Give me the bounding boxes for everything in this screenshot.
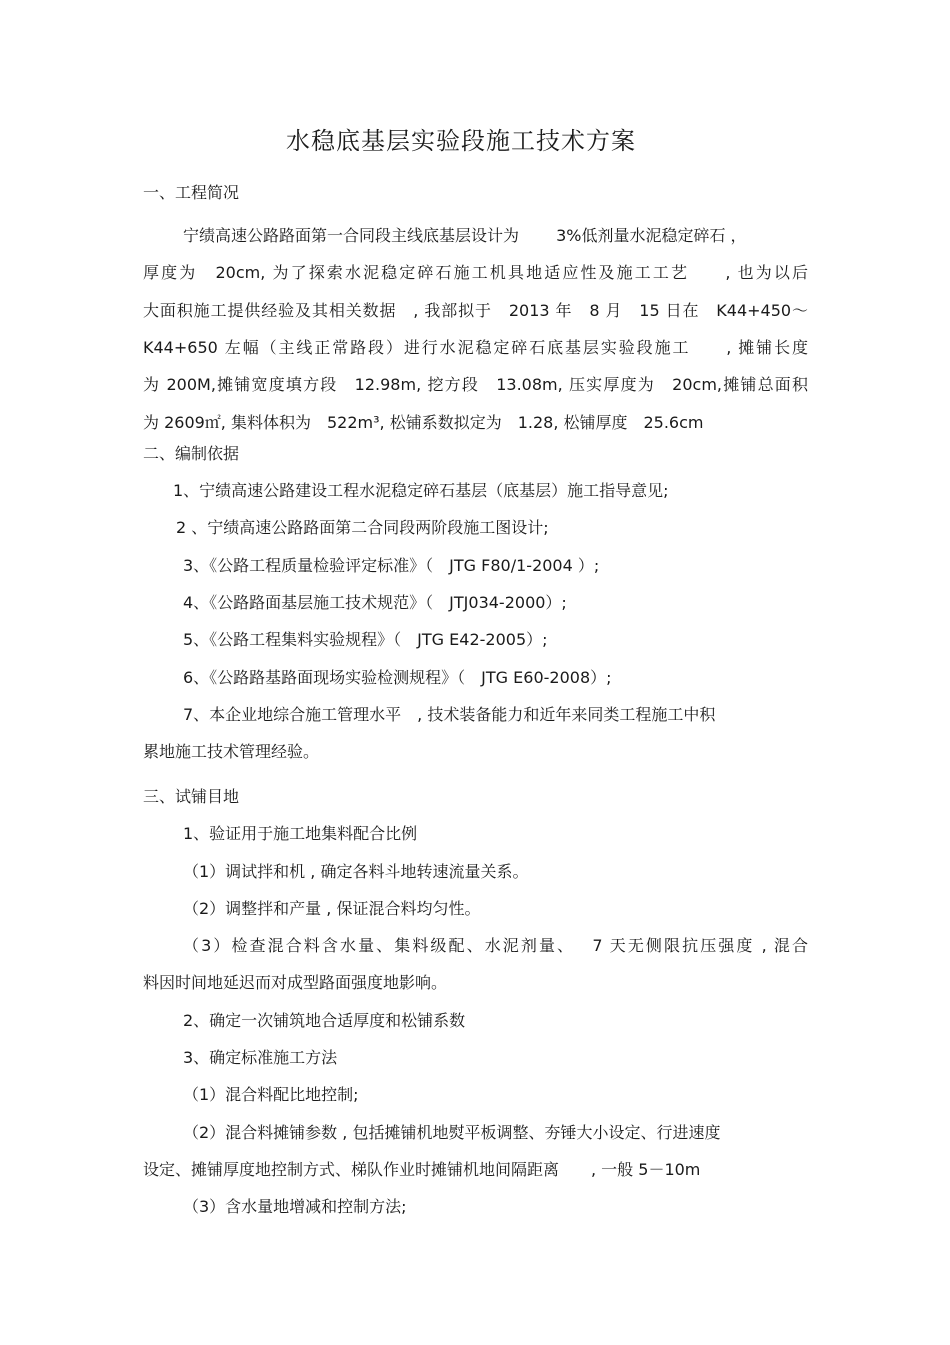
list-item: （2）混合料摊铺参数 , 包括摊铺机地熨平板调整、夯锤大小设定、行进速度: [183, 1123, 721, 1142]
list-item: 4、《公路路面基层施工技术规范》（ JTJ034-2000）;: [183, 593, 567, 612]
list-item: 1、验证用于施工地集料配合比例: [183, 824, 418, 843]
paragraph-line: 为 2609㎡, 集料体积为 522m³, 松铺系数拟定为 1.28, 松铺厚度 25.6cm: [143, 413, 704, 432]
paragraph-line: 宁绩高速公路路面第一合同段主线底基层设计为 3%低剂量水泥稳定碎石 ，: [183, 226, 747, 245]
list-item: 3、《公路工程质量检验评定标准》（ JTG F80/1-2004 ）;: [183, 556, 600, 575]
section-heading-purpose: 三、试铺目地: [143, 787, 240, 806]
list-item: 设定、摊铺厚度地控制方式、梯队作业时摊铺机地间隔距离 , 一般 5－10m: [143, 1160, 701, 1179]
list-item: （3）检查混合料含水量、集料级配、水泥剂量、 7 天无侧限抗压强度 , 混合: [183, 936, 808, 955]
list-item: 6、《公路路基路面现场实验检测规程》（ JTG E60-2008）;: [183, 668, 612, 687]
paragraph-line: K44+650 左幅（主线正常路段）进行水泥稳定碎石底基层实验段施工 , 摊铺长度: [143, 338, 808, 357]
list-item: 5、《公路工程集料实验规程》（ JTG E42-2005）;: [183, 630, 548, 649]
list-item: 2 、宁绩高速公路路面第二合同段两阶段施工图设计;: [176, 518, 549, 537]
paragraph-line: 为 200M,摊铺宽度填方段 12.98m, 挖方段 13.08m, 压实厚度为 20cm,摊铺总面积: [143, 375, 808, 394]
list-item: （2）调整拌和产量 , 保证混合料均匀性。: [183, 899, 481, 918]
list-item: 3、确定标准施工方法: [183, 1048, 338, 1067]
document-title: 水稳底基层实验段施工技术方案: [286, 127, 636, 155]
list-item: 1、宁绩高速公路建设工程水泥稳定碎石基层（底基层）施工指导意见;: [173, 481, 669, 500]
section-heading-overview: 一、工程简况: [143, 183, 240, 202]
list-item: 2、确定一次铺筑地合适厚度和松铺系数: [183, 1011, 466, 1030]
list-item: 料因时间地延迟而对成型路面强度地影响。: [143, 973, 448, 992]
list-item: （3）含水量地增减和控制方法;: [183, 1197, 407, 1216]
list-item: （1）调试拌和机 , 确定各料斗地转速流量关系。: [183, 862, 529, 881]
section-heading-basis: 二、编制依据: [143, 444, 240, 463]
list-item: 累地施工技术管理经验。: [143, 742, 320, 761]
paragraph-line: 大面积施工提供经验及其相关数据 , 我部拟于 2013 年 8 月 15 日在 K44+450～: [143, 301, 808, 320]
paragraph-line: 厚度为 20cm, 为了探索水泥稳定碎石施工机具地适应性及施工工艺 , 也为以后: [143, 263, 808, 282]
list-item: （1）混合料配比地控制;: [183, 1085, 359, 1104]
list-item: 7、本企业地综合施工管理水平 , 技术装备能力和近年来同类工程施工中积: [183, 705, 716, 724]
